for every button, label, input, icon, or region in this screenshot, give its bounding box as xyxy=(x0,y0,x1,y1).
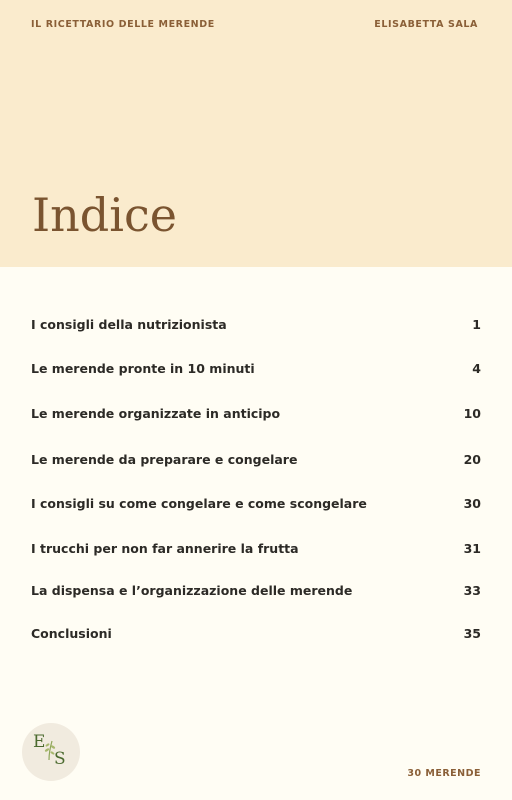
toc-item-label: I trucchi per non far annerire la frutta xyxy=(31,540,299,556)
toc-item[interactable] xyxy=(31,448,481,470)
toc-item[interactable] xyxy=(31,622,481,644)
toc-item-page: 20 xyxy=(463,451,481,467)
toc-item[interactable] xyxy=(31,313,481,335)
header-band xyxy=(0,0,512,267)
toc-item-label: Le merende pronte in 10 minuti xyxy=(31,360,255,376)
toc-item-label: La dispensa e l’organizzazione delle merende xyxy=(31,582,353,598)
toc-item-page: 30 xyxy=(463,495,481,511)
toc-item-label: I consigli su come congelare e come scongelare xyxy=(31,495,367,511)
toc-item-page: 1 xyxy=(472,316,481,332)
logo-letter-s: S xyxy=(54,749,66,769)
toc-item-page: 33 xyxy=(463,582,481,598)
logo-letter-e: E xyxy=(33,732,46,752)
toc-item-page: 31 xyxy=(463,540,481,556)
author-name: ELISABETTA SALA xyxy=(374,19,478,30)
toc-item[interactable] xyxy=(31,357,481,379)
book-title: IL RICETTARIO DELLE MERENDE xyxy=(31,19,215,30)
toc-item[interactable] xyxy=(31,402,481,424)
page-title: Indice xyxy=(32,188,177,242)
toc-item[interactable] xyxy=(31,492,481,514)
toc-item-label: Conclusioni xyxy=(31,625,112,641)
toc-item-page: 35 xyxy=(463,625,481,641)
toc-item[interactable] xyxy=(31,579,481,601)
toc-item[interactable] xyxy=(31,537,481,559)
toc-item-page: 4 xyxy=(472,360,481,376)
author-logo xyxy=(22,723,80,781)
toc-item-label: Le merende da preparare e congelare xyxy=(31,451,298,467)
toc-item-page: 10 xyxy=(463,405,481,421)
toc-item-label: Le merende organizzate in anticipo xyxy=(31,405,281,421)
toc-item-label: I consigli della nutrizionista xyxy=(31,316,227,332)
footer-label: 30 MERENDE xyxy=(407,768,481,779)
